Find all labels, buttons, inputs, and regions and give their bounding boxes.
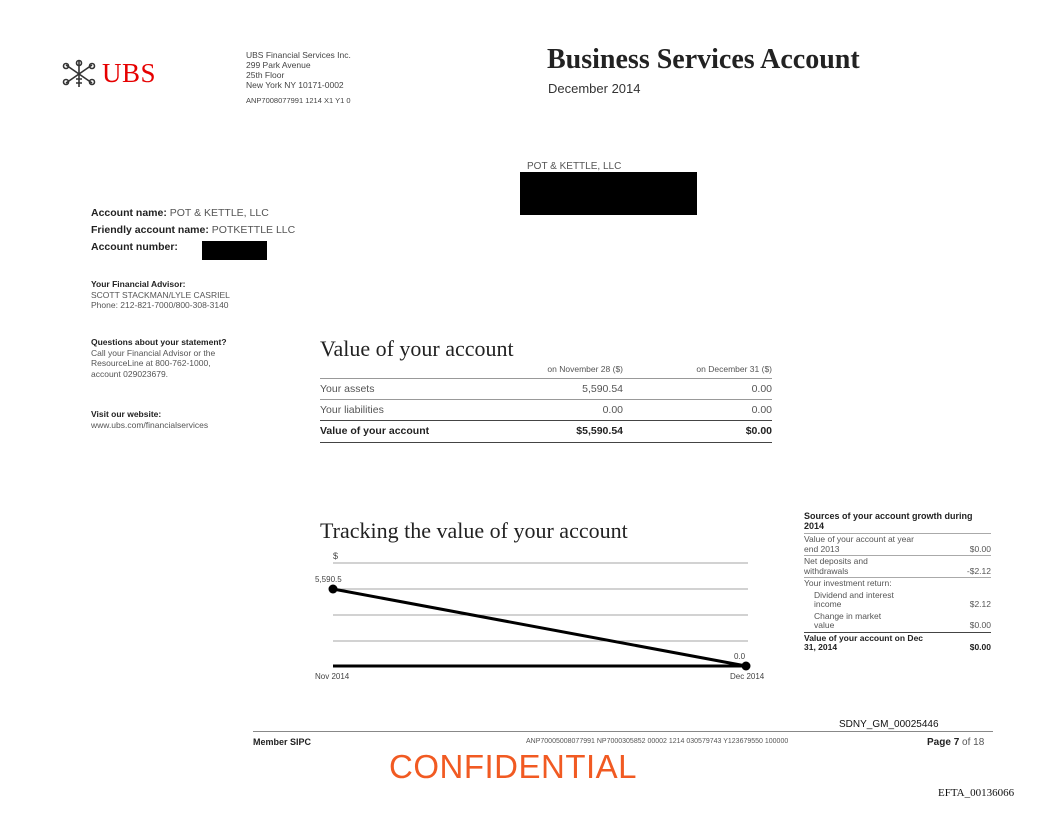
member-sipc: Member SIPC: [253, 737, 312, 747]
keys-icon: [62, 59, 96, 89]
efta-number: EFTA_00136066: [938, 787, 1015, 799]
data-label: 5,590.5: [315, 575, 342, 584]
footer-divider: [253, 731, 993, 732]
sources-total-row: Value of your account on Dec 31, 2014 $0.00: [804, 632, 991, 652]
account-name: POT & KETTLE, LLC: [169, 207, 269, 219]
website-link[interactable]: www.ubs.com/financialservices: [91, 419, 209, 430]
advisor-section: Your Financial Advisor: SCOTT STACKMAN/LYLE CASRIEL Phone: 212-821-7000/800-308-3140: [91, 279, 230, 310]
value-table: [320, 362, 772, 443]
sources-row: Dividend and interest income $2.12: [814, 589, 991, 609]
x-tick-label: Nov 2014: [315, 672, 350, 681]
x-tick-label: Dec 2014: [730, 672, 765, 681]
page-title: Business Services Account: [547, 44, 860, 75]
tracking-heading: Tracking the value of your account: [320, 518, 628, 543]
page-indicator: Page 7 of 18: [927, 737, 985, 748]
sources-table: [804, 511, 991, 654]
ubs-logo: [62, 58, 156, 89]
account-info: Account name: POT & KETTLE, LLC Friendly account name: POTKETTLE LLC Account number:: [91, 207, 296, 253]
series-line: [333, 589, 746, 666]
sources-row: Change in market value $0.00: [814, 610, 991, 630]
data-point: [742, 662, 751, 671]
col-header-nov: on November 28 ($): [547, 364, 623, 374]
company-address: UBS Financial Services Inc. 299 Park Avenue 25th Floor New York NY 10171-0002 ANP7008077991 1214 X1 Y1 0: [246, 50, 351, 105]
confidential-stamp: CONFIDENTIAL: [389, 748, 638, 785]
total-row: Value of your account $5,590.54 $0.00: [320, 420, 772, 443]
y-axis-label: $: [333, 551, 339, 561]
sources-heading: Sources of your account growth during 2014: [804, 511, 973, 531]
bates-number: SDNY_GM_00025446: [839, 719, 939, 730]
table-row: Your assets 5,590.54 0.00: [320, 378, 772, 399]
tracking-chart: [300, 545, 780, 690]
questions-section: Questions about your statement? Call your Financial Advisor or the ResourceLine at 800-762-1000, account 029023679.: [91, 337, 227, 379]
friendly-account-name: POTKETTLE LLC: [211, 224, 296, 236]
value-heading: Value of your account: [320, 336, 514, 361]
logo-text: UBS: [102, 58, 157, 88]
table-row: Your liabilities 0.00 0.00: [320, 399, 772, 420]
website-section: Visit our website: www.ubs.com/financialservices: [91, 409, 209, 430]
advisor-name: SCOTT STACKMAN/LYLE CASRIEL: [91, 289, 230, 300]
sources-row: Net deposits and withdrawals -$2.12: [804, 556, 991, 576]
sources-row: Your investment return:: [804, 577, 991, 590]
addressee-name: POT & KETTLE, LLC: [527, 161, 622, 172]
document-code: ANP7008077991 1214 X1 Y1 0: [246, 96, 351, 105]
data-label: 0.0: [734, 652, 746, 661]
data-point: [329, 585, 338, 594]
sources-row: Value of your account at year end 2013 $0.00: [804, 534, 991, 554]
col-header-dec: on December 31 ($): [696, 364, 772, 374]
redacted-account-number: [202, 241, 267, 260]
advisor-phone: Phone: 212-821-7000/800-308-3140: [91, 300, 229, 310]
statement-period: December 2014: [548, 81, 641, 96]
redacted-address: [520, 172, 697, 215]
footer-code: ANP70005008077991 NP7000305852 00002 1214 030579743 Y123679550 100000: [526, 738, 789, 745]
